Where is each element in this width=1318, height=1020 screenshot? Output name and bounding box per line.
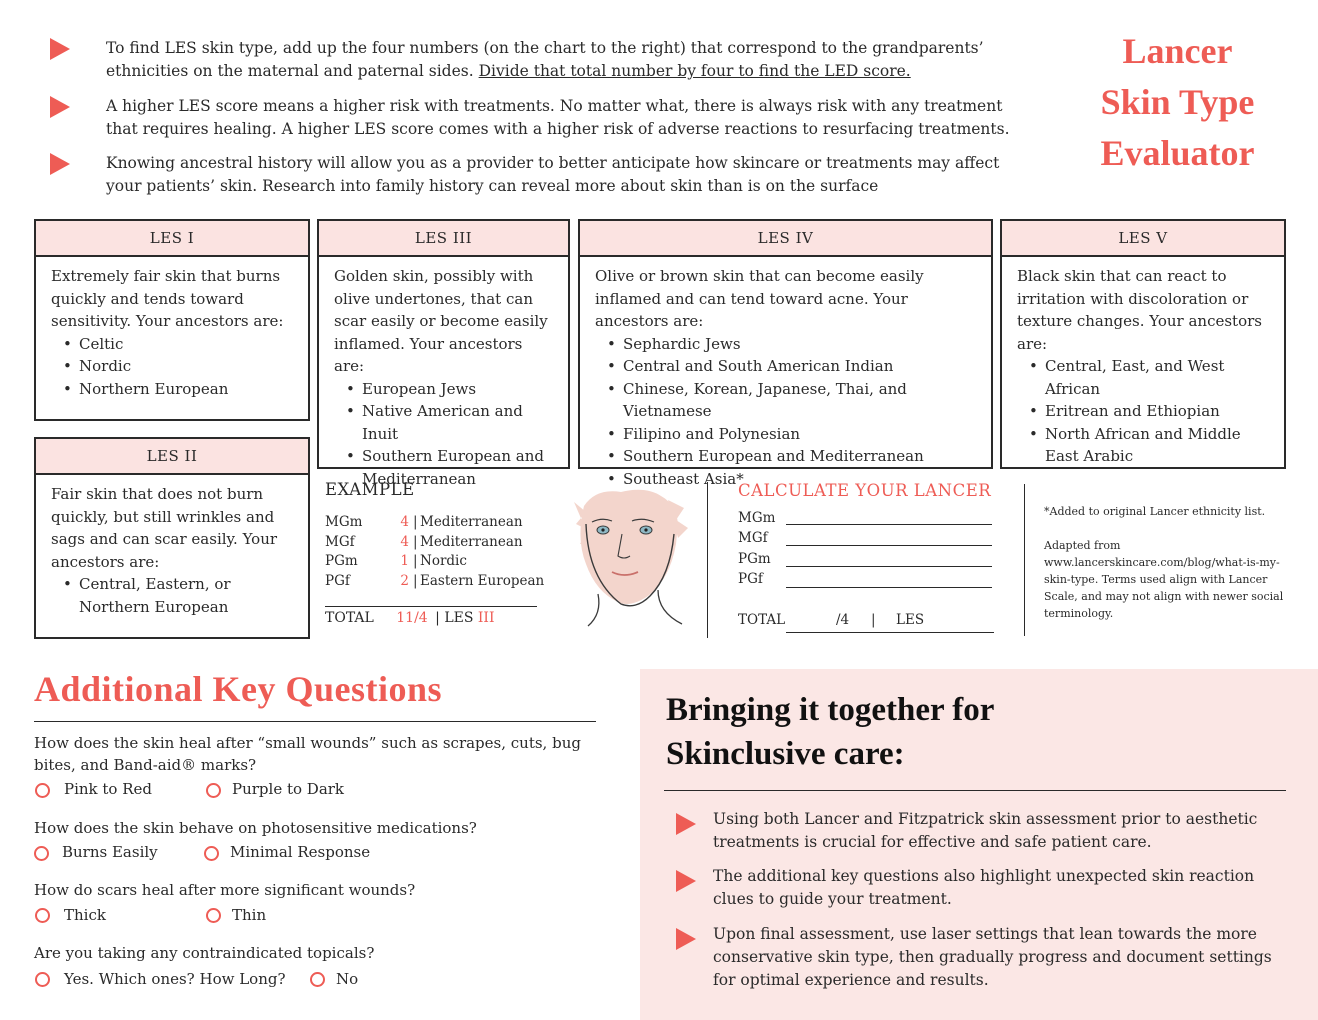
list-item: • Celtic xyxy=(63,333,294,356)
source-note: Adapted from www.lancerskincare.com/blog/what-is-my-skin-type. Terms used align with Lancer Scale, and may not align with newer social terminology. xyxy=(1044,539,1284,620)
questions-rule xyxy=(34,721,596,722)
list-item: • Sephardic Jews xyxy=(607,333,977,356)
triangle-bullet-icon xyxy=(676,813,696,835)
les-header: LES III xyxy=(319,221,568,257)
triangle-bullet-icon xyxy=(50,38,70,60)
example-total: TOTAL 11/4 | LES III xyxy=(325,610,495,626)
calculator-input-line[interactable] xyxy=(786,566,992,567)
list-item: • Southeast Asia* xyxy=(607,468,977,491)
summary-title: Bringing it together for Skinclusive care: xyxy=(666,692,995,772)
triangle-bullet-icon xyxy=(676,870,696,892)
instruction-text: To find LES skin type, add up the four numbers (on the chart to the right) that correspond to the grandparents’ ethnicities on the maternal and paternal sides. xyxy=(106,39,984,80)
list-item: • European Jews xyxy=(346,378,554,401)
les-header: LES IV xyxy=(580,221,991,257)
radio-option-icon[interactable] xyxy=(34,846,49,861)
radio-option-icon[interactable] xyxy=(35,783,50,798)
list-item: • Eritrean and Ethiopian xyxy=(1029,400,1270,423)
calculator-row-label: PGm xyxy=(738,551,771,567)
instruction-text: A higher LES score means a higher risk with treatments. No matter what, there is always risk with any treatment that requires healing. A higher LES score comes with a higher risk of adverse reactions to resurfacing treatments. xyxy=(106,97,1010,138)
calculator-row-label: PGf xyxy=(738,571,763,587)
instruction-bullet xyxy=(50,95,1030,141)
option-label: Minimal Response xyxy=(230,843,371,861)
triangle-bullet-icon xyxy=(676,928,696,950)
calculator-row-label: MGf xyxy=(738,530,768,546)
les-header: LES V xyxy=(1002,221,1284,257)
radio-option-icon[interactable] xyxy=(35,908,50,923)
summary-rule xyxy=(664,790,1286,791)
calculator-input-line[interactable] xyxy=(786,545,992,546)
triangle-bullet-icon xyxy=(50,96,70,118)
question-text: How does the skin heal after “small wounds” such as scrapes, cuts, bug bites, and Band-aid® marks? xyxy=(34,734,581,774)
les-v-box xyxy=(1000,219,1286,469)
list-item: • Chinese, Korean, Japanese, Thai, and Vietnamese xyxy=(607,378,977,423)
summary-bullet: Using both Lancer and Fitzpatrick skin assessment prior to aesthetic treatments is crucial for effective and safe patient care. xyxy=(676,808,1276,854)
list-item: • Native American and Inuit xyxy=(346,400,554,445)
list-item: • Southern European and Mediterranean xyxy=(607,445,977,468)
radio-option-icon[interactable] xyxy=(35,972,50,987)
option-label: Thin xyxy=(232,906,267,924)
option-label: Thick xyxy=(64,906,106,924)
brand-title: Lancer Skin Type Evaluator xyxy=(1100,31,1255,173)
summary-bullet: The additional key questions also highlight unexpected skin reaction clues to guide your treatment. xyxy=(676,865,1276,911)
calculator-total-label: TOTAL xyxy=(738,612,786,628)
question-text: Are you taking any contraindicated topicals? xyxy=(34,944,375,962)
calculator-row-label: MGm xyxy=(738,510,776,526)
option-label: Burns Easily xyxy=(62,843,158,861)
section-divider xyxy=(1024,484,1025,636)
list-item: • Central, East, and West African xyxy=(1029,355,1270,400)
calculator-input-line[interactable] xyxy=(786,524,992,525)
les-description: Extremely fair skin that burns quickly and tends toward sensitivity. Your ancestors are: xyxy=(51,267,284,330)
calculator-divisor: /4 xyxy=(836,612,850,628)
list-item: • North African and Middle East Arabic xyxy=(1029,423,1270,468)
les-iii-box xyxy=(317,219,570,488)
questions-title: Additional Key Questions xyxy=(34,669,443,709)
radio-option-icon[interactable] xyxy=(206,908,221,923)
instruction-underlined: Divide that total number by four to find the LED score. xyxy=(478,62,911,80)
list-item: • Filipino and Polynesian xyxy=(607,423,977,446)
list-item: • Central, Eastern, or Northern European xyxy=(63,573,294,618)
les-iv-box xyxy=(578,219,993,488)
les-description: Golden skin, possibly with olive undertones, that can scar easily or become easily inflamed. Your ancestors are: xyxy=(334,267,548,375)
face-illustration-icon xyxy=(566,484,696,634)
calculator-input-line[interactable] xyxy=(786,587,992,588)
les-i-box xyxy=(34,219,310,421)
calculator-les-label: LES xyxy=(896,612,925,628)
les-ii-box xyxy=(34,437,310,639)
calculator-title: CALCULATE YOUR LANCER xyxy=(738,481,992,500)
section-divider xyxy=(707,482,708,638)
calculator-separator: | xyxy=(871,612,876,628)
example-title: EXAMPLE xyxy=(325,480,415,499)
radio-option-icon[interactable] xyxy=(204,846,219,861)
option-label: Yes. Which ones? How Long? xyxy=(64,970,286,988)
radio-option-icon[interactable] xyxy=(310,972,325,987)
triangle-bullet-icon xyxy=(50,153,70,175)
question-text: How does the skin behave on photosensitive medications? xyxy=(34,819,477,837)
list-item: • Northern European xyxy=(63,378,294,401)
option-label: Pink to Red xyxy=(64,780,153,798)
option-label: Purple to Dark xyxy=(232,780,345,798)
example-total-rule xyxy=(325,606,537,607)
calculator-total-line[interactable] xyxy=(786,632,994,633)
les-description: Fair skin that does not burn quickly, but still wrinkles and sags and can scar easily. Your ancestors are: xyxy=(51,485,278,571)
les-header: LES II xyxy=(36,439,308,475)
instruction-bullet xyxy=(50,37,1030,83)
les-description: Black skin that can react to irritation with discoloration or texture changes. Your ancestors are: xyxy=(1017,267,1262,353)
option-label: No xyxy=(336,970,359,988)
question-text: How do scars heal after more significant wounds? xyxy=(34,881,416,899)
instruction-bullet xyxy=(50,152,1030,198)
list-item: • Nordic xyxy=(63,355,294,378)
footnote: *Added to original Lancer ethnicity list. xyxy=(1044,505,1266,518)
list-item: • Central and South American Indian xyxy=(607,355,977,378)
summary-bullet: Upon final assessment, use laser settings that lean towards the more conservative skin type, then gradually progress and document settings for optimal experience and results. xyxy=(676,923,1276,992)
instruction-text: Knowing ancestral history will allow you as a provider to better anticipate how skincare or treatments may affect your patients’ skin. Research into family history can reveal more about skin than is on the surface xyxy=(106,154,1000,195)
les-description: Olive or brown skin that can become easily inflamed and can tend toward acne. Your ancestors are: xyxy=(595,267,924,330)
les-header: LES I xyxy=(36,221,308,257)
radio-option-icon[interactable] xyxy=(206,783,221,798)
list-item: • Southern European and Mediterranean xyxy=(346,445,554,490)
